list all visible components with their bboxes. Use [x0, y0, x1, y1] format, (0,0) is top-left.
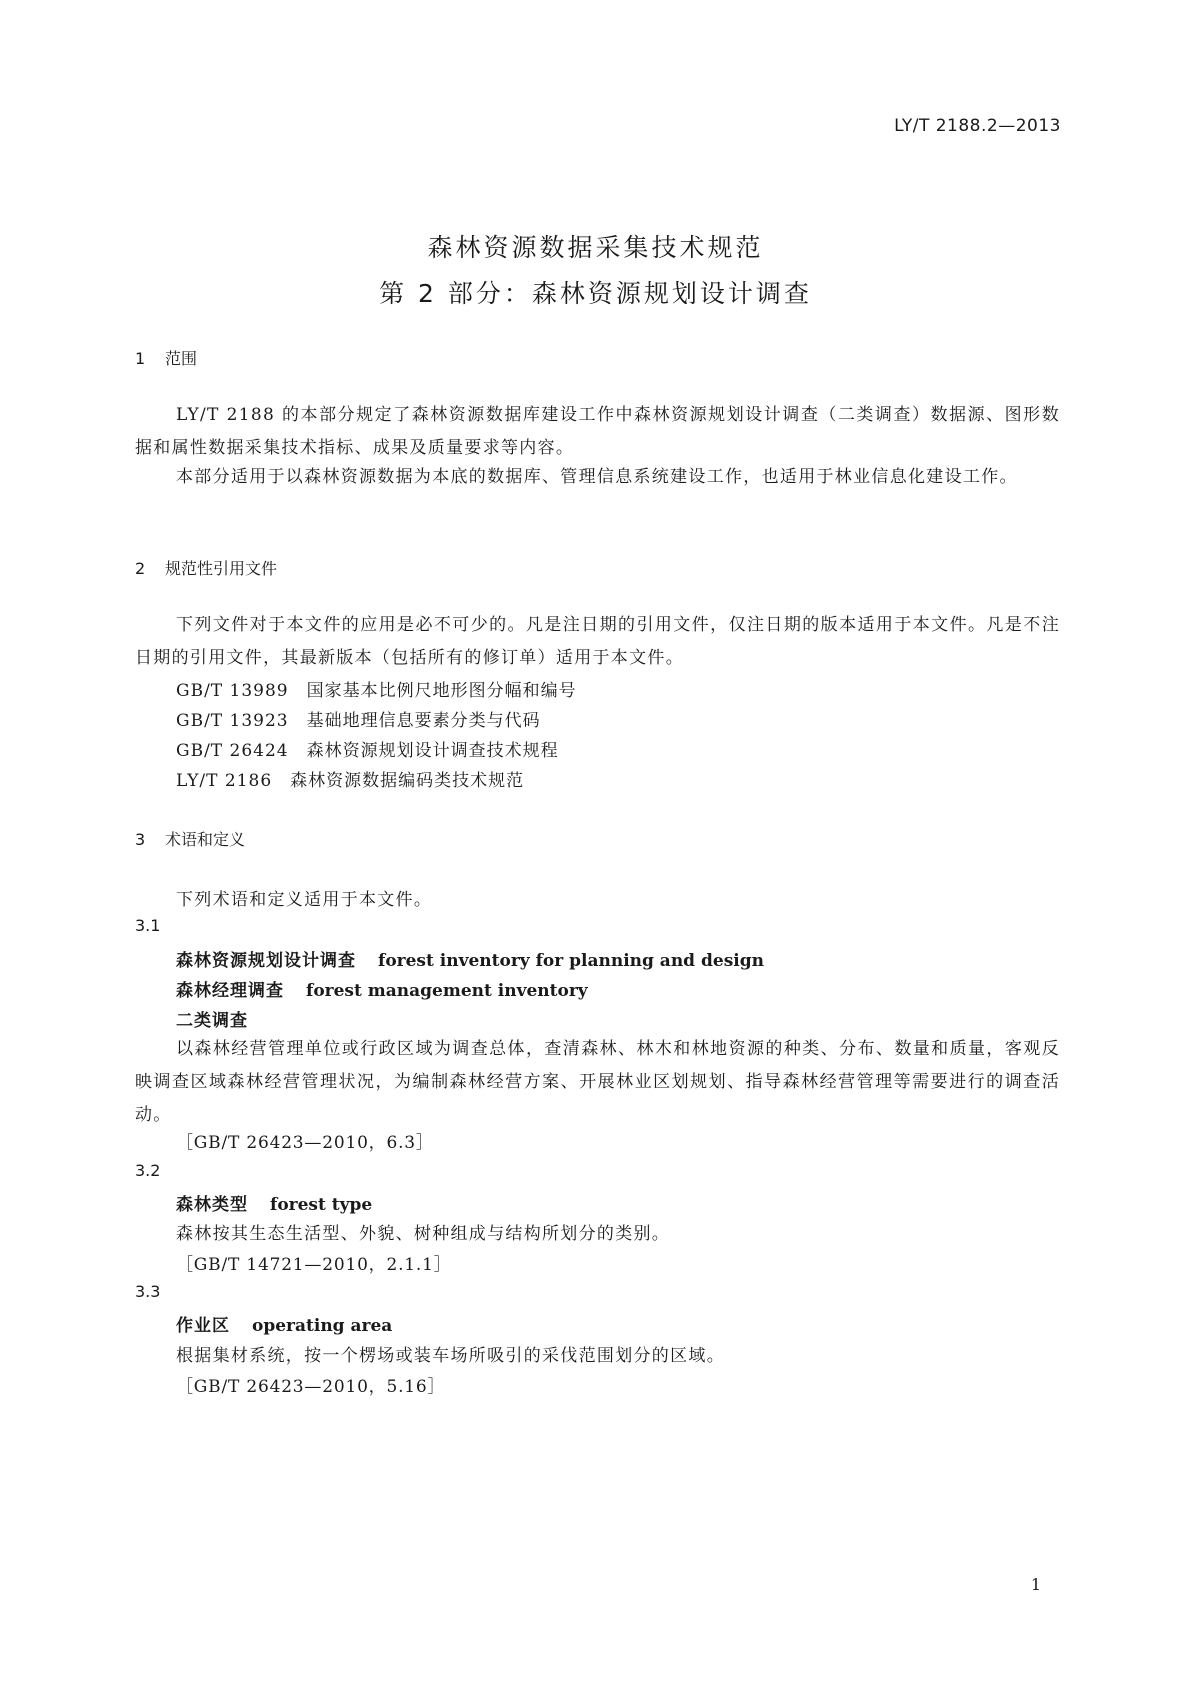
definition: 根据集材系统，按一个楞场或装车场所吸引的采伐范围划分的区域。: [176, 1346, 725, 1366]
term-zh: 森林资源规划设计调查: [176, 951, 356, 971]
section-title: 规范性引用文件: [165, 559, 278, 578]
paragraph: 下列文件对于本文件的应用是必不可少的。凡是注日期的引用文件，仅注日期的版本适用于本文件。凡是不注日期的引用文件，其最新版本（包括所有的修订单）适用于本文件。: [135, 615, 1060, 668]
section-title: 术语和定义: [165, 830, 246, 849]
standard-code: LY/T 2188.2—2013: [894, 116, 1061, 136]
reference-title: 国家基本比例尺地形图分幅和编号: [306, 681, 577, 701]
reference-code: GB/T 13989: [176, 681, 289, 701]
source-citation: ［GB/T 26423—2010，6.3］: [176, 1133, 434, 1153]
section-number: 3: [135, 830, 146, 849]
reference-item: [176, 736, 559, 761]
definition: 以森林经营管理单位或行政区域为调查总体，查清森林、林木和林地资源的种类、分布、数量和质量，客观反映调查区域森林经营管理状况，为编制森林经营方案、开展林业区划规划、指导森林经营管理等需要进行的调查活动。: [135, 1039, 1060, 1125]
reference-item: [176, 706, 541, 731]
document-subtitle: 第 2 部分：森林资源规划设计调查: [379, 279, 812, 308]
clause-number: 3.3: [135, 1282, 161, 1301]
term-entry: [176, 1311, 392, 1336]
clause-number: 3.1: [135, 916, 161, 935]
term-en: operating area: [252, 1316, 393, 1336]
section-heading-terms: [135, 827, 245, 850]
term-entry: [176, 946, 764, 971]
clause-number: 3.2: [135, 1161, 161, 1180]
paragraph: 本部分适用于以森林资源数据为本底的数据库、管理信息系统建设工作，也适用于林业信息化建设工作。: [176, 467, 1018, 487]
reference-item: [176, 676, 577, 701]
page-number: 1: [1030, 1575, 1041, 1594]
reference-title: 森林资源规划设计调查技术规程: [306, 741, 559, 761]
reference-title: 森林资源数据编码类技术规范: [290, 771, 525, 791]
term-en: forest type: [270, 1195, 373, 1215]
document-title: 森林资源数据采集技术规范: [427, 233, 764, 262]
term-zh: 森林经理调查: [176, 981, 284, 1001]
term-entry: [176, 1006, 270, 1031]
term-entry: [176, 1190, 372, 1215]
term-en: forest inventory for planning and design: [378, 951, 764, 971]
paragraph: LY/T 2188 的本部分规定了森林资源数据库建设工作中森林资源规划设计调查（二类调查）数据源、图形数据和属性数据采集技术指标、成果及质量要求等内容。: [135, 405, 1060, 458]
term-zh: 二类调查: [176, 1011, 248, 1031]
source-citation: ［GB/T 26423—2010，5.16］: [176, 1377, 446, 1397]
section-title: 范围: [165, 349, 198, 368]
reference-item: [176, 766, 524, 791]
source-citation: ［GB/T 14721—2010，2.1.1］: [176, 1255, 452, 1275]
section-heading-scope: [135, 346, 197, 369]
definition: 森林按其生态生活型、外貌、树种组成与结构所划分的类别。: [176, 1224, 671, 1244]
reference-code: GB/T 26424: [176, 741, 289, 761]
reference-code: GB/T 13923: [176, 711, 289, 731]
term-zh: 森林类型: [176, 1195, 248, 1215]
reference-code: LY/T 2186: [176, 771, 273, 791]
section-number: 2: [135, 559, 146, 578]
term-entry: [176, 976, 588, 1001]
section-heading-normative-references: [135, 556, 277, 579]
term-en: forest management inventory: [306, 981, 588, 1001]
paragraph: 下列术语和定义适用于本文件。: [176, 890, 433, 910]
section-number: 1: [135, 349, 146, 368]
reference-title: 基础地理信息要素分类与代码: [306, 711, 541, 731]
term-zh: 作业区: [176, 1316, 230, 1336]
